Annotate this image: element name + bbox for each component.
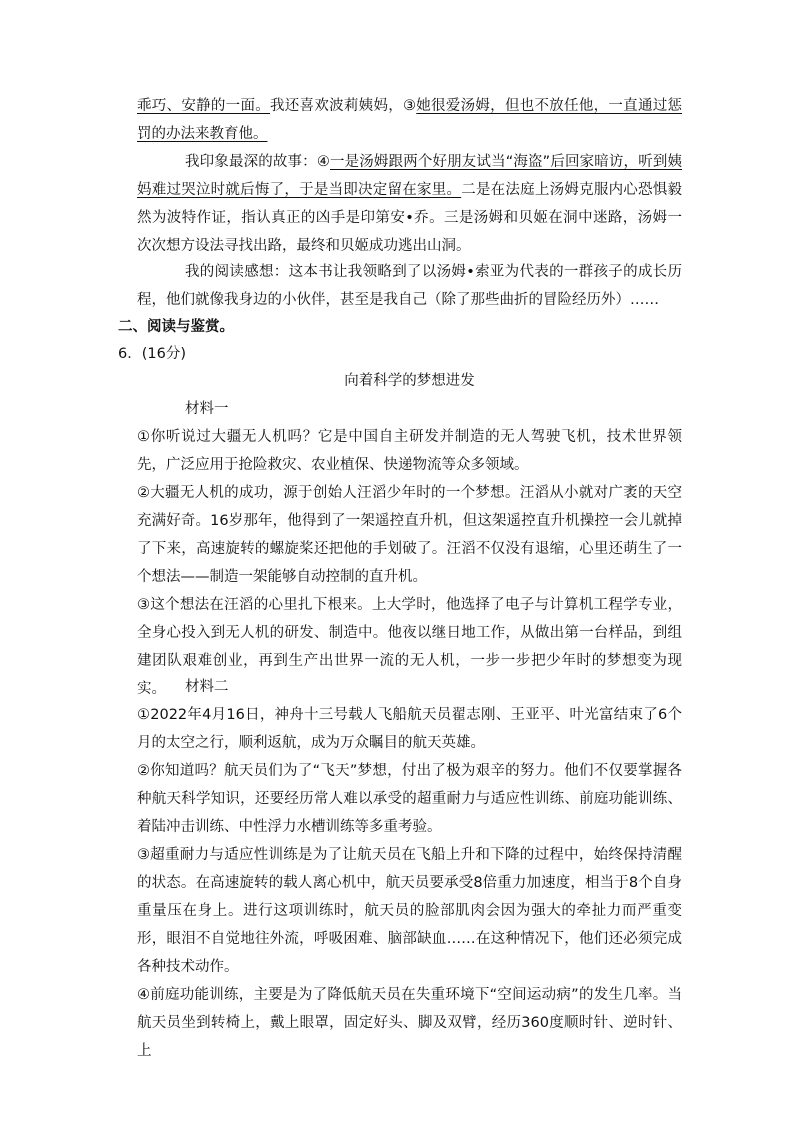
essay-paragraph-3 <box>137 258 682 314</box>
essay-text: 二是在法庭上汤姆克服内心恐惧毅然为波特作证，指认真正的凶手是印第安•乔。三是汤姆和贝姬在洞中迷路，汤姆一次次想方设法寻找出路，最终和贝姬成功逃出山洞。 <box>137 182 683 254</box>
essay-text: 我还喜欢波莉姨妈，③ <box>270 98 417 114</box>
material-one-heading: 材料一 <box>185 401 229 417</box>
material-two-paragraph-2: ②你知道吗？航天员们为了“飞天”梦想，付出了极为艰辛的努力。他们不仅要掌握各种航天科学知识，还要经历常人难以承受的超重耐力与适应性训练、前庭功能训练、着陆冲击训练、中性浮力水槽训练等多重考验。 <box>137 763 682 835</box>
material-one-paragraph-3: ③这个想法在汪滔的心里扎下根来。上大学时，他选择了电子与计算机工程学专业，全身心投入到无人机的研发、制造中。他夜以继日地工作，从做出第一台样品，到组建团队艰难创业，再到生产出世界一流的无人机，一步一步把少年时的梦想变为现实。 <box>137 597 682 697</box>
article-title-block <box>137 367 682 395</box>
section-heading-reading <box>118 313 682 341</box>
material-one <box>137 395 682 703</box>
underlined-phrase: 乖巧、安静的一面。 <box>137 98 270 114</box>
reading-reflection: 我的阅读感想：这本书让我领略到了以汤姆•索亚为代表的一群孩子的成长历程，他们就像我身边的小伙伴，甚至是我自己（除了那些曲折的冒险经历外）…… <box>137 264 682 308</box>
material-two <box>137 673 682 1065</box>
question-number: 6．(16分) <box>118 346 186 362</box>
question-6-header <box>118 340 682 368</box>
material-two-paragraph-1: ①2022年4月16日，神舟十三号载人飞船航天员翟志刚、王亚平、叶光富结束了6个月的太空之行，顺利返航，成为万众瞩目的航天英雄。 <box>137 707 682 751</box>
material-two-paragraph-4: ④前庭功能训练，主要是为了降低航天员在失重环境下“空间运动病”的发生几率。当航天员坐到转椅上，戴上眼罩，固定好头、脚及双臂，经历360度顺时针、逆时针、上 <box>137 987 682 1059</box>
material-one-paragraph-1: ①你听说过大疆无人机吗？它是中国自主研发并制造的无人驾驶飞机，技术世界领先，广泛应用于抢险救灾、农业植保、快递物流等众多领域。 <box>137 429 682 473</box>
underlined-sentence-3: 她很爱汤姆，但也不放任他，一直通过惩罚的办法来教育他。 <box>137 98 683 142</box>
material-one-paragraph-2: ②大疆无人机的成功，源于创始人汪滔少年时的一个梦想。汪滔从小就对广袤的天空充满好奇。16岁那年，他得到了一架遥控直升机，但这架遥控直升机操控一会儿就掉了下来，高速旋转的螺旋桨还把他的手划破了。汪滔不仅没有退缩，心里还萌生了一个想法——制造一架能够自动控制的直升机。 <box>137 485 682 585</box>
essay-paragraph-2 <box>137 148 682 260</box>
material-two-heading: 材料二 <box>185 679 229 695</box>
essay-paragraph-1 <box>137 92 682 148</box>
essay-text: 我印象最深的故事：④ <box>185 154 330 170</box>
underlined-sentence-4: 一是汤姆跟两个好朋友试当“海盗”后回家暗访，听到姨妈难过哭泣时就后悔了，于是当即决定留在家里。 <box>137 154 682 198</box>
material-two-paragraph-3: ③超重耐力与适应性训练是为了让航天员在飞船上升和下降的过程中，始终保持清醒的状态。在高速旋转的载人离心机中，航天员要承受8倍重力加速度，相当于8个自身重量压在身上。进行这项训练时，航天员的脸部肌肉会因为强大的牵扯力而严重变形，眼泪不自觉地往外流，呼吸困难、脑部缺血……在这种情况下，他们还必须完成各种技术动作。 <box>137 847 682 975</box>
section-title: 二、阅读与鉴赏。 <box>118 319 234 335</box>
article-title: 向着科学的梦想进发 <box>344 373 475 389</box>
